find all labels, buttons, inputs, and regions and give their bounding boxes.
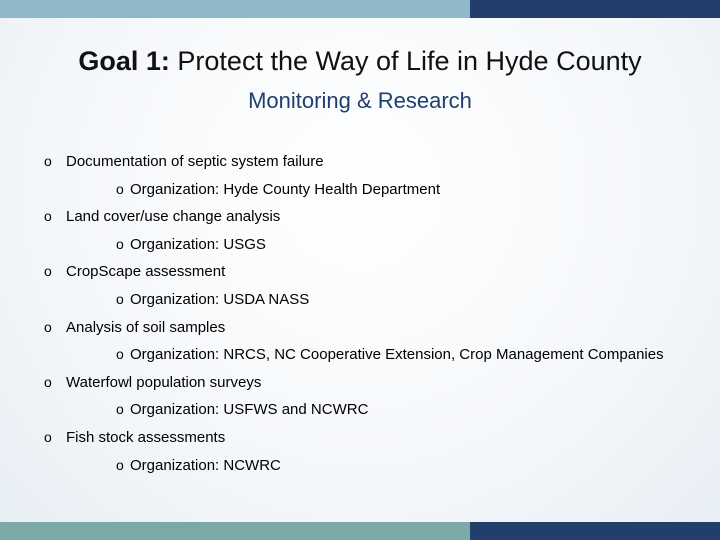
- sub-item-label: Organization: USGS: [130, 235, 266, 253]
- bullet-icon: o: [116, 235, 124, 252]
- list-item: [44, 148, 714, 176]
- sub-item-label: Organization: Hyde County Health Department: [130, 180, 441, 198]
- bullet-icon: o: [116, 346, 124, 363]
- top-bar-light-segment: [0, 0, 470, 18]
- sub-item: [44, 286, 714, 314]
- title-text: Protect the Way of Life in Hyde County: [177, 46, 642, 76]
- slide-subtitle: Monitoring & Research: [248, 88, 472, 113]
- sub-item: [44, 396, 714, 424]
- bullet-icon: o: [44, 428, 52, 445]
- bullet-icon: o: [116, 401, 124, 418]
- top-decor-bar: [0, 0, 720, 18]
- item-label: Land cover/use change analysis: [66, 208, 281, 226]
- sub-item-label: Organization: NRCS, NC Cooperative Extension, Crop Management Companies: [130, 346, 664, 364]
- item-label: CropScape assessment: [66, 263, 226, 281]
- sub-item: [44, 231, 714, 259]
- item-label: Analysis of soil samples: [66, 318, 226, 336]
- slide-title: [0, 46, 720, 77]
- top-bar-dark-segment: [470, 0, 720, 18]
- bullet-icon: o: [44, 208, 52, 225]
- bullet-icon: o: [44, 373, 52, 390]
- list-item: [44, 369, 714, 397]
- bullet-icon: o: [44, 318, 52, 335]
- sub-item: [44, 341, 714, 369]
- bullet-icon: o: [116, 180, 124, 197]
- sub-item-label: Organization: USFWS and NCWRC: [130, 401, 369, 419]
- item-label: Waterfowl population surveys: [66, 373, 262, 391]
- bottom-bar-light-segment: [0, 522, 470, 540]
- bullet-icon: o: [44, 263, 52, 280]
- list-item: [44, 258, 714, 286]
- bullet-list: [44, 148, 714, 479]
- bottom-decor-bar: [0, 522, 720, 540]
- sub-item: [44, 176, 714, 204]
- title-goal-label: Goal 1:: [78, 46, 170, 76]
- list-item: [44, 314, 714, 342]
- bullet-icon: o: [116, 290, 124, 307]
- bullet-icon: o: [44, 153, 52, 169]
- item-label: Documentation of septic system failure: [66, 153, 324, 170]
- item-label: Fish stock assessments: [66, 428, 226, 446]
- bottom-bar-dark-segment: [470, 522, 720, 540]
- list-item: [44, 424, 714, 452]
- sub-item: [44, 452, 714, 480]
- sub-item-label: Organization: NCWRC: [130, 456, 281, 474]
- list-item: [44, 203, 714, 231]
- bullet-icon: o: [116, 456, 124, 473]
- sub-item-label: Organization: USDA NASS: [130, 290, 310, 308]
